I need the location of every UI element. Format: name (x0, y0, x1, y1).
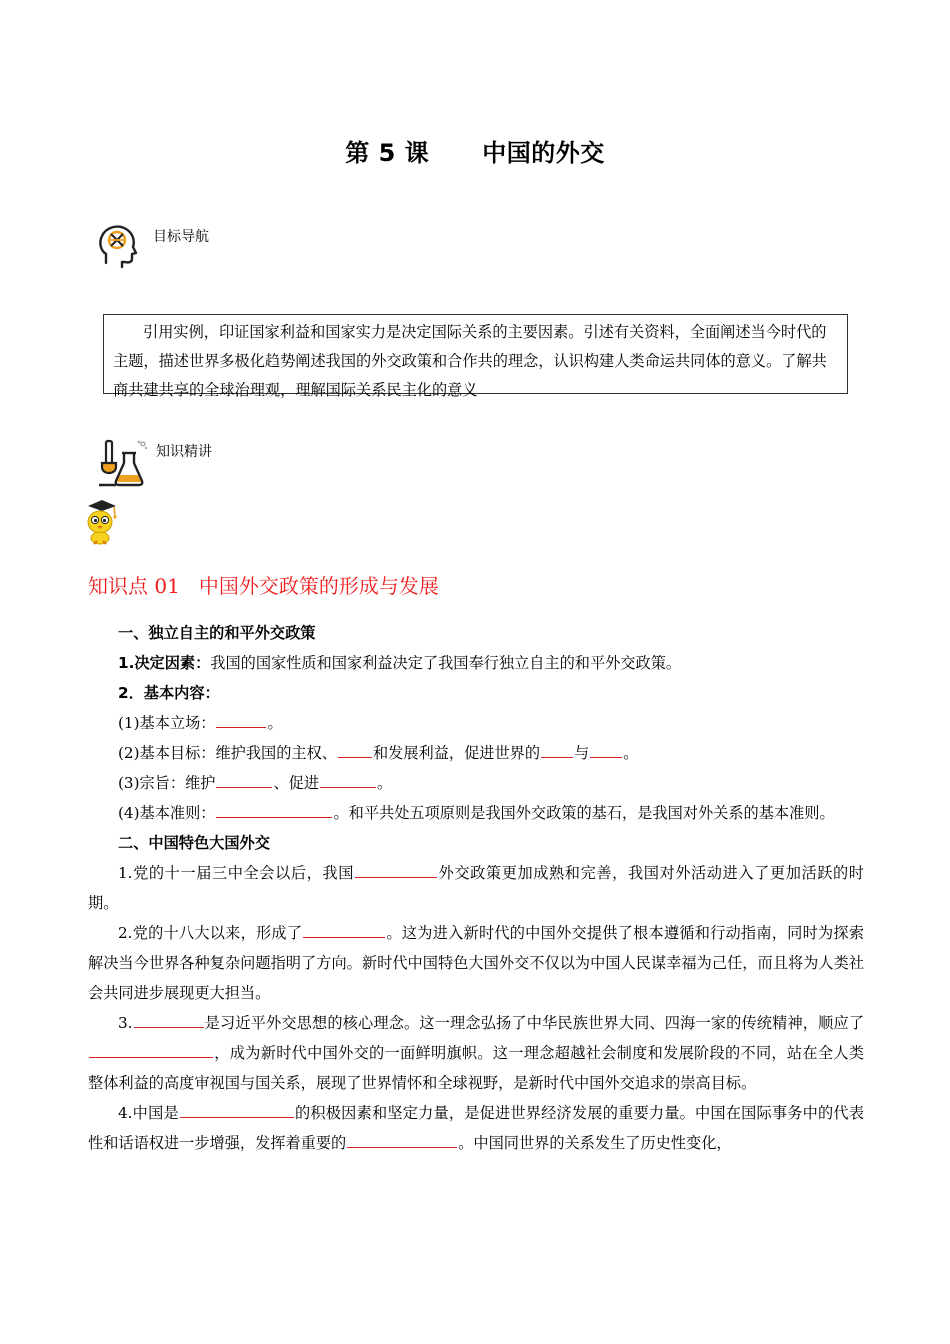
fill-blank[interactable] (541, 741, 573, 758)
fill-blank[interactable] (216, 771, 272, 788)
fill-blank[interactable] (216, 801, 332, 818)
paragraph-1: 1.党的十一届三中全会以后，我国 外交政策更加成熟和完善，我国对外活动进入了更加活跃的时期。 (88, 858, 864, 918)
fill-blank[interactable] (590, 741, 622, 758)
goal-box: 引用实例，印证国家利益和国家实力是决定国际关系的主要因素。引述有关资料，全面阐述当今时代的主题，描述世界多极化趋势阐述我国的外交政策和合作共的理念，认识构建人类命运共同体的意义。了解共商共建共享的全球治理观，理解国际关系民主化的意义 (103, 314, 848, 394)
fill-blank[interactable] (180, 1101, 294, 1118)
fill-blank[interactable] (320, 771, 376, 788)
item-basic-stance: (1)基本立场： 。 (88, 708, 864, 738)
paragraph-4: 4.中国是 的积极因素和坚定力量，是促进世界经济发展的重要力量。中国在国际事务中的代表性和话语权进一步增强，发挥着重要的 。中国同世界的关系发生了历史性变化， (88, 1098, 864, 1158)
graduate-bird-icon (82, 498, 122, 546)
fill-blank[interactable] (89, 1041, 213, 1058)
knowledge-label: 知识精讲 (156, 444, 212, 460)
content-body (88, 618, 864, 1158)
fill-blank[interactable] (347, 1131, 457, 1148)
item-basic-principle: (4)基本准则： 。和平共处五项原则是我国外交政策的基石，是我国对外关系的基本准则。 (88, 798, 864, 828)
page-title: 第 5 课 中国的外交 (345, 139, 605, 167)
lab-flask-icon (96, 439, 148, 487)
paragraph-2: 2.党的十八大以来，形成了 。这为进入新时代的中国外交提供了根本遵循和行动指南，同时为探索解决当今世界各种复杂问题指明了方向。新时代中国特色大国外交不仅以为中国人民谋幸福为己任，而且将为人类社会共同进步展现更大担当。 (88, 918, 864, 1008)
paragraph-3: 3. 是习近平外交思想的核心理念。这一理念弘扬了中华民族世界大同、四海一家的传统精神，顺应了，成为新时代中国外交的一面鲜明旗帜。这一理念超越社会制度和发展阶段的不同，站在全人类整体利益的高度审视国与国关系，展现了世界情怀和全球视野，是新时代中国外交追求的崇高目标。 (88, 1008, 864, 1098)
item-basic-goal: (2)基本目标：维护我国的主权、 和发展利益，促进世界的 与 。 (88, 738, 864, 768)
decisive-factor: 1.决定因素：我国的国家性质和国家利益决定了我国奉行独立自主的和平外交政策。 (118, 654, 682, 672)
basic-content-heading: 2．基本内容： (118, 684, 220, 702)
fill-blank[interactable] (216, 711, 266, 728)
nav-label: 目标导航 (153, 229, 209, 245)
fill-blank[interactable] (303, 921, 385, 938)
section1-heading: 一、独立自主的和平外交政策 (118, 624, 316, 642)
item-purpose: (3)宗旨：维护 、促进 。 (88, 768, 864, 798)
knowledge-point-title: 知识点 01 中国外交政策的形成与发展 (88, 574, 439, 598)
fill-blank[interactable] (338, 741, 372, 758)
fill-blank[interactable] (355, 861, 437, 878)
fill-blank[interactable] (134, 1011, 204, 1028)
section2-heading: 二、中国特色大国外交 (118, 834, 270, 852)
head-brain-icon (98, 223, 138, 269)
